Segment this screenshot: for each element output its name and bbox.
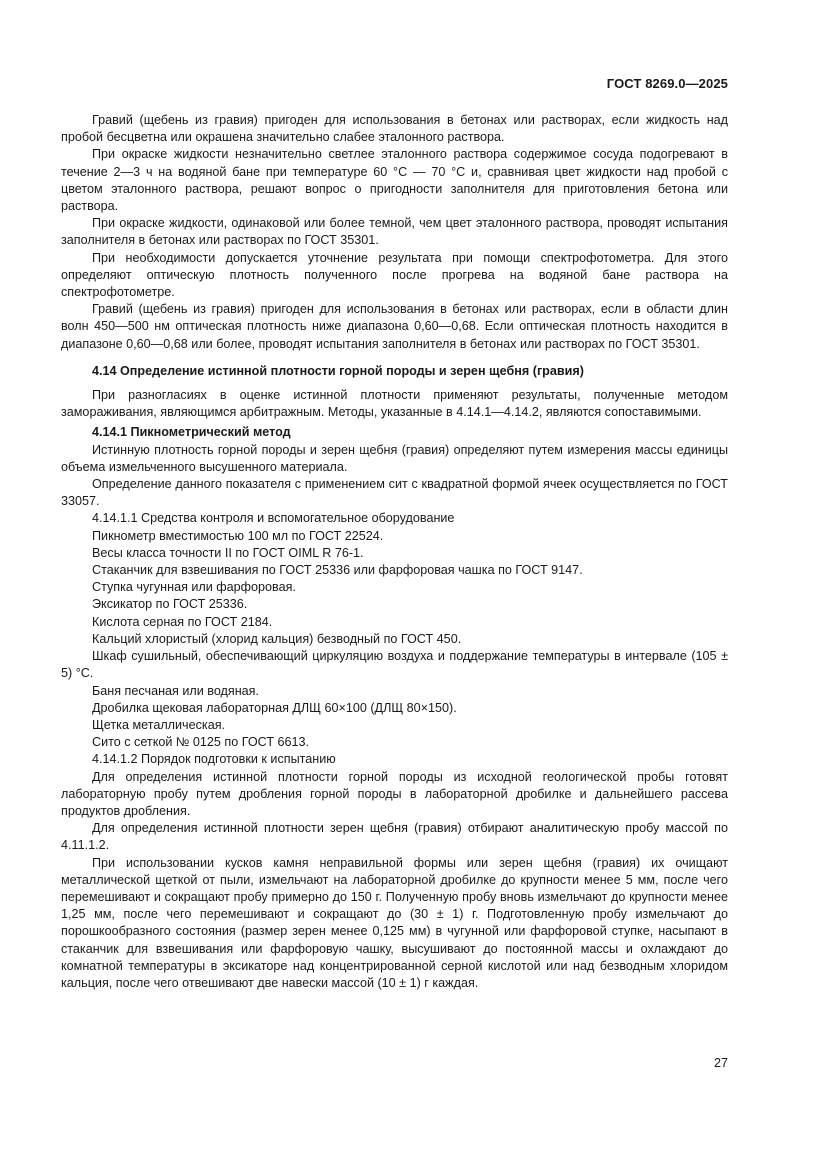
list-item: Эксикатор по ГОСТ 25336.: [92, 597, 248, 612]
paragraph: Определение данного показателя с применением сит с квадратной формой ячеек осуществляется по ГОСТ 33057.: [61, 477, 728, 509]
list-item: Пикнометр вместимостью 100 мл по ГОСТ 22524.: [92, 528, 384, 543]
page-body: [61, 112, 728, 992]
list-item: Сито с сеткой № 0125 по ГОСТ 6613.: [92, 735, 310, 750]
list-item: Стаканчик для взвешивания по ГОСТ 25336 или фарфоровая чашка по ГОСТ 9147.: [92, 563, 583, 578]
list-item: Весы класса точности II по ГОСТ OIML R 76-1.: [92, 545, 364, 560]
list-item: Ступка чугунная или фарфоровая.: [92, 580, 296, 595]
list-item: Шкаф сушильный, обеспечивающий циркуляцию воздуха и поддержание температуры в интервале (105 ± 5) °С.: [61, 649, 728, 681]
paragraph: Истинную плотность горной породы и зерен щебня (гравия) определяют путем измерения массы единицы объема измельченного высушенного материала.: [61, 442, 728, 474]
paragraph: При окраске жидкости незначительно светлее эталонного раствора содержимое сосуда подогревают в течение 2—3 ч на водяной бане при температуре 60 °С — 70 °С и, сравнивая цвет жидкости над пробой с цветом эталонного раствора, решают вопрос о пригодности заполнителя для приготовления бетона или раствора.: [61, 147, 728, 214]
list-item: Дробилка щековая лабораторная ДЛЩ 60×100 (ДЛЩ 80×150).: [92, 700, 457, 715]
clause-title: 4.14.1.1 Средства контроля и вспомогательное оборудование: [92, 511, 455, 526]
paragraph: Гравий (щебень из гравия) пригоден для использования в бетонах или растворах, если жидкость над пробой бесцветна или окрашена значительно слабее эталонного раствора.: [61, 113, 728, 145]
paragraph: Для определения истинной плотности зерен щебня (гравия) отбирают аналитическую пробу массой по 4.11.1.2.: [61, 821, 728, 853]
paragraph: При разногласиях в оценке истинной плотности применяют результаты, полученные методом замораживания, являющимся арбитражным. Методы, указанные в 4.14.1—4.14.2, являются сопоставимыми.: [61, 388, 728, 420]
page-number: 27: [713, 1056, 728, 1070]
paragraph: При необходимости допускается уточнение результата при помощи спектрофотометра. Для этого определяют оптическую плотность полученного после прогрева на водяной бане раствора на спектрофотометре.: [61, 250, 728, 300]
list-item: Кислота серная по ГОСТ 2184.: [92, 614, 273, 629]
list-item: Баня песчаная или водяная.: [92, 683, 260, 698]
document-id: ГОСТ 8269.0—2025: [606, 76, 728, 91]
list-item: Щетка металлическая.: [92, 717, 226, 732]
clause-title: 4.14.1.2 Порядок подготовки к испытанию: [92, 752, 336, 767]
list-item: Кальций хлористый (хлорид кальция) безводный по ГОСТ 450.: [92, 631, 462, 646]
paragraph: При использовании кусков камня неправильной формы или зерен щебня (гравия) их очищают металлической щеткой от пыли, измельчают на лабораторной дробилке до крупности менее 5 мм, после чего перемешивают и сокращают пробу примерно до 150 г. Полученную пробу вновь измельчают до крупности менее 1,25 мм, после чего перемешивают и сокращают до (30 ± 1) г. Подготовленную пробу измельчают до порошкообразного состояния (размер зерен менее 0,125 мм) в чугунной или фарфоровой ступке, насыпают в стаканчик для взвешивания или фарфоровую чашку, высушивают до постоянной массы и охлаждают до комнатной температуры в эксикаторе над концентрированной серной кислотой или над безводным хлоридом кальция, после чего отвешивают две навески массой (10 ± 1) г каждая.: [61, 855, 728, 990]
paragraph: Гравий (щебень из гравия) пригоден для использования в бетонах или растворах, если в области длин волн 450—500 нм оптическая плотность ниже диапазона 0,60—0,68. Если оптическая плотность находится в диапазоне 0,60—0,68 или более, проводят испытания заполнителя в бетонах или растворах по ГОСТ 35301.: [61, 302, 728, 351]
paragraph: При окраске жидкости, одинаковой или более темной, чем цвет эталонного раствора, проводят испытания заполнителя в бетонах или растворах по ГОСТ 35301.: [61, 216, 728, 248]
section-heading: 4.14 Определение истинной плотности горной породы и зерен щебня (гравия): [92, 363, 584, 378]
subsection-heading: 4.14.1 Пикнометрический метод: [92, 425, 291, 440]
paragraph: Для определения истинной плотности горной породы из исходной геологической пробы готовят лабораторную пробу путем дробления горной породы в лабораторной дробилке и дальнейшего рассева продуктов дробления.: [61, 769, 728, 818]
